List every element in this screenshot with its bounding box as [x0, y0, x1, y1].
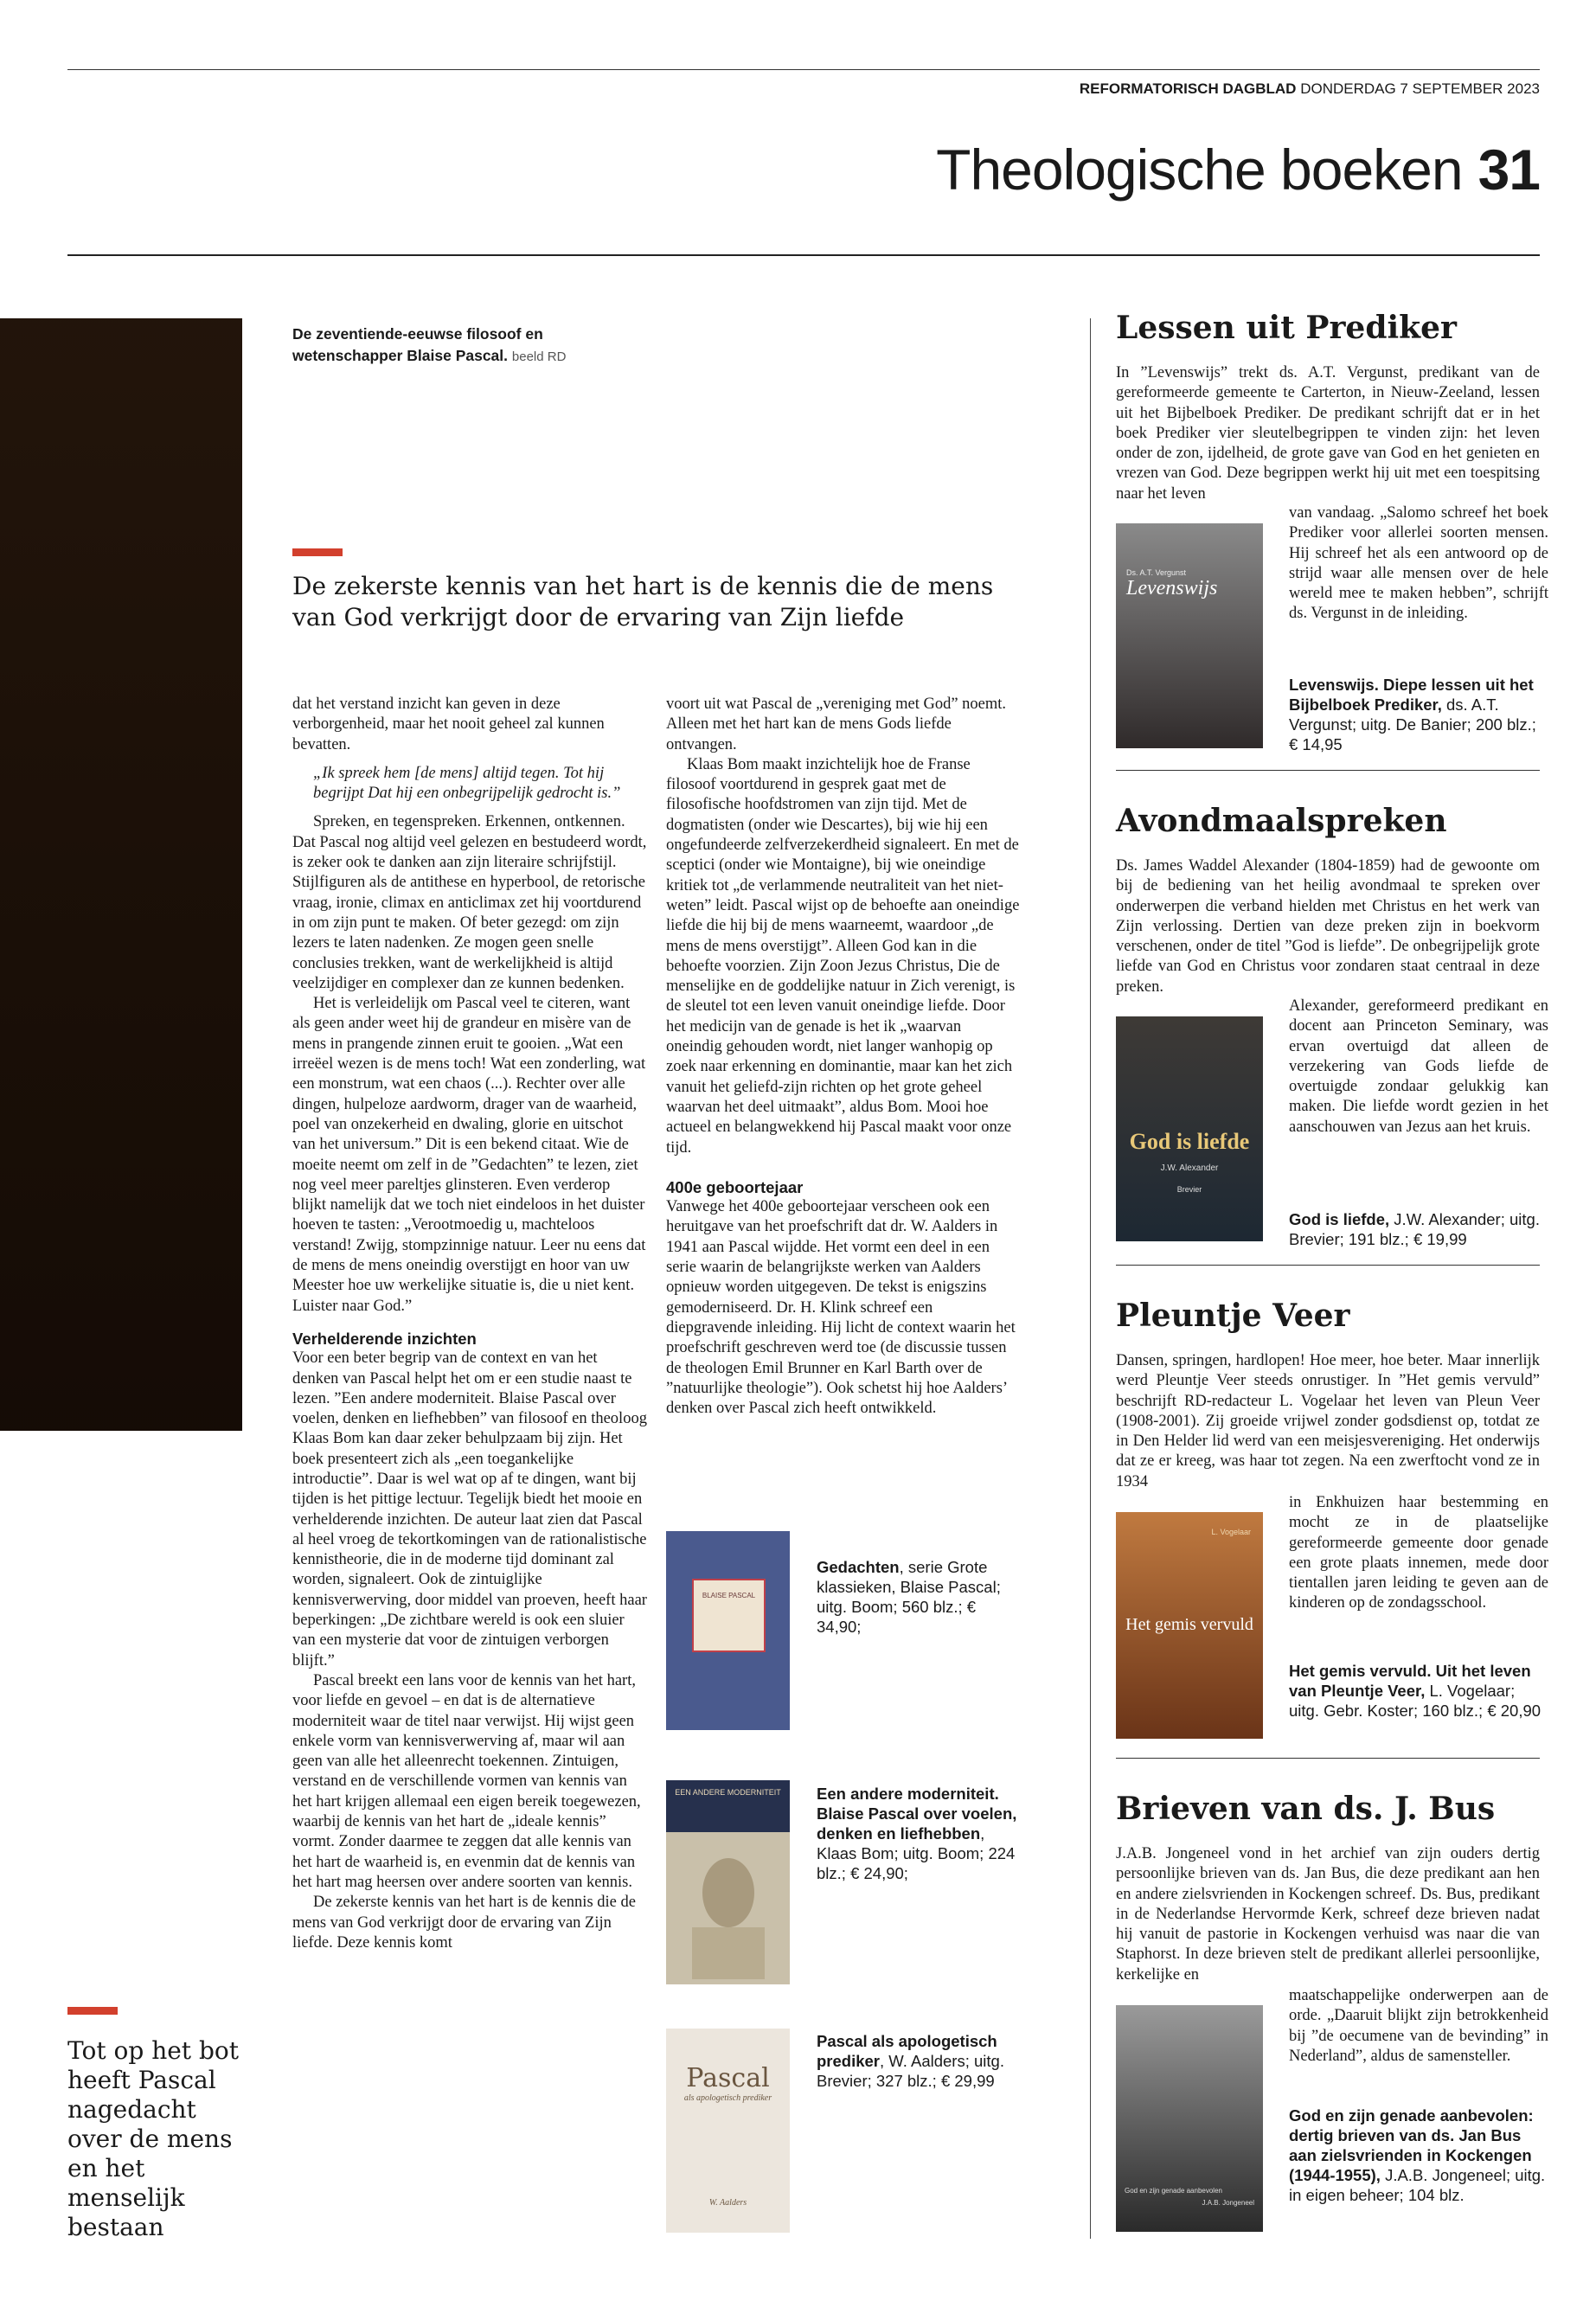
review-text-wrap: Alexander, gereformeerd predikant en docent aan Princeton Seminary, was ervan overtuigd dat alleen de verzekering van Gods liefde de overtuigde zondaar gelukkig kan maken. Die liefde wordt gezien in het aanschouwen van Jezus aan het kruis. — [1289, 997, 1548, 1136]
book-details: , W. Aalders; uitg. Brevier; 327 blz.; € 29,99 — [817, 2052, 1004, 2090]
book-title: Een andere moderniteit. Blaise Pascal over voelen, denken en liefhebben — [817, 1785, 1017, 1843]
column-divider — [1090, 318, 1091, 2239]
top-rule — [67, 69, 1540, 70]
review-text: Ds. James Waddel Alexander (1804-1859) had de gewoonte om bij de bediening van het heilig avondmaal te spreken over onderwerpen die verband hielden met Christus en het werk van Zijn verlossing. Dertien van deze preken zijn in boekvorm verschenen, onder de titel ”God is liefde”. De onbegrijpelijk grote liefde van God en Christus voor zondaren staat centraal in deze preken. — [1116, 857, 1540, 996]
cover-title: Levenswijs — [1126, 577, 1218, 599]
book-title: Het gemis vervuld. Uit het leven van Pleuntje Veer, — [1289, 1662, 1531, 1700]
cover-author: W. Aalders — [708, 2198, 747, 2208]
book-details: J.W. Alexander; uitg. Brevier; 191 blz.; € 19,99 — [1289, 1210, 1540, 1248]
book-cover-god-en-zijn-genade — [1116, 2005, 1263, 2232]
book-details: ds. A.T. Vergunst; uitg. De Banier; 200 blz.; € 14,95 — [1289, 695, 1536, 753]
book-info — [817, 1557, 1021, 1637]
book-details: , serie Grote klassieken, Blaise Pascal; uitg. Boom; 560 blz.; € 34,90; — [817, 1558, 1001, 1636]
pullquote-accent — [292, 548, 343, 556]
photo-caption — [292, 324, 638, 368]
book-title: God is liefde, — [1289, 1210, 1390, 1228]
review-heading: Avondmaalspreken — [1116, 803, 1447, 839]
left-pullquote: Tot op het bot heeft Pascal nagedacht over de mens en het menselijk bestaan — [67, 2036, 239, 2241]
review-text: In ”Levenswijs” trekt ds. A.T. Vergunst, predikant van de gereformeerde gemeente te Carterton, in Nieuw-Zeeland, lessen uit het Bijbelboek Prediker. De predikant schrijft dat er in het boek Prediker vier sleutelbegrippen te vinden zijn: het leven onder de zon, ijdelheid, de grote gave van God en het genieten en vrezen van God. Deze begrippen werkt hij uit met een toespitsing naar het leven — [1116, 364, 1540, 503]
caption-text: De zeventiende-eeuwse filosoof en wetenschapper Blaise Pascal. — [292, 325, 543, 364]
book-details: , Klaas Bom; uitg. Boom; 224 blz.; € 24,90; — [817, 1824, 1016, 1882]
book-title: Pascal als apologetisch prediker — [817, 2032, 997, 2070]
cover-title: EEN ANDERE MODERNITEIT — [666, 1780, 790, 1832]
book-info — [1289, 1209, 1548, 1249]
book-info — [1289, 1661, 1548, 1721]
paragraph: Vanwege het 400e geboortejaar verscheen ook een heruitgave van het proefschrift dat dr. W. Aalders in 1941 aan Pascal wijdde. Het vormt een deel in een serie waarin de belangrijkste werken van Aalders opnieuw worden uitgegeven. De tekst is enigszins gemoderniseerd. Dr. H. Klink schreef een diepgravende inleiding. Hij licht de context waarin het proefschrift geschreven werd toe (de discussie tussen de theologen Emil Brunner en Karl Barth over de ”natuurlijke theologie”). Ook schetst hij hoe Aalders’ denken over Pascal zich heeft ontwikkeld. — [666, 1198, 1016, 1418]
cover-label: BLAISE PASCAL — [692, 1579, 766, 1652]
review-text-wrap: van vandaag. „Salomo schreef het boek Prediker voor allerlei soorten mensen. Hij schreef het als een antwoord op de strijd waar alle mensen over de hele wereld mee te maken hebben”, schrijft ds. Vergunst in de inleiding. — [1289, 504, 1548, 623]
review-rule — [1116, 1265, 1540, 1266]
paragraph: De zekerste kennis van het hart is de kennis die de mens van God verkrijgt door de ervaring van Zijn liefde. Deze kennis komt — [292, 1894, 636, 1952]
cover-author: L. Vogelaar — [1211, 1528, 1251, 1536]
book-cover-levenswijs — [1116, 523, 1263, 748]
paragraph: Voor een beter begrip van de context en van het denken van Pascal helpt het om er een studie naast te lezen. ”Een andere moderniteit. Blaise Pascal over voelen, denken en liefhebben” van filosoof en theoloog Klaas Bom kan daar zeker behulpzaam bij zijn. Het boek presenteert zich als „een toegankelijke introductie”. Daar is wel wat op af te dingen, want bij tijden is het pittige lectuur. Tegelijk biedt het mooie en verhelderende inzichten. De auteur laat zien dat Pascal al heel vroeg de tekortkomingen van de rationalistische kennistheorie, die in de moderne tijd dominant zal worden, signaleert. Ook de zintuiglijke kennisverwerving, door middel van proeven, heeft haar beperkingen: „De zichtbare wereld is ook een sluier van een mysterie dat voor de zintuigen verborgen blijft.” — [292, 1349, 647, 1670]
paragraph: Spreken, en tegenspreken. Erkennen, ontkennen. Dat Pascal nog altijd veel gelezen en bestudeerd wordt, is zeker ook te danken aan zijn literaire schrijfstijl. Stijlfiguren als de antithese en hyperbool, de retorische vraag, ironie, climax en anticlimax zet hij voortdurend in om zijn punt te maken. Of beter gezegd: om zijn lezers te laten nadenken. Ze mogen geen snelle conclusies trekken, want de werkelijkheid is altijd veelzijdiger en complexer dan ze kunnen bedenken. — [292, 813, 647, 992]
book-title: Gedachten — [817, 1558, 900, 1576]
review-text-wrap: in Enkhuizen haar bestemming en mocht ze in de plaatselijke gereformeerde gemeente door genade een grote plaats innemen, mede door tientallen jaren leiding te geven aan de kinderen op de zondagsschool. — [1289, 1494, 1548, 1612]
pascal-photo — [0, 318, 242, 1431]
cover-author: J.W. Alexander — [1160, 1163, 1219, 1173]
book-info — [817, 2031, 1021, 2091]
cover-title: Pascal — [686, 2063, 770, 2093]
cover-subtitle: als apologetisch prediker — [683, 2093, 772, 2103]
section-title: Theologische boeken — [936, 138, 1463, 202]
book-title: Levenswijs. Diepe lessen uit het Bijbelboek Prediker, — [1289, 676, 1534, 714]
review-heading: Pleuntje Veer — [1116, 1298, 1350, 1334]
book-info — [1289, 2106, 1548, 2205]
subheading: 400e geboortejaar — [666, 1177, 804, 1196]
caption-credit: beeld RD — [511, 349, 567, 364]
book-details: L. Vogelaar; uitg. Gebr. Koster; 160 blz.; € 20,90 — [1289, 1682, 1542, 1720]
book-cover-het-gemis-vervuld — [1116, 1512, 1263, 1739]
cover-author: J.A.B. Jongeneel — [1202, 2199, 1254, 2207]
article-column-2 — [666, 695, 1021, 1419]
paragraph: Klaas Bom maakt inzichtelijk hoe de Franse filosoof voortdurend in gesprek gaat met de filosofische hoofdstromen van zijn tijd. Met de dogmatisten (onder wie Descartes), bij wie hij een ongefundeerde zelfverzekerdheid signaleert. En met de sceptici (onder wie Montaigne), bij wie oneindige kritiek tot „de verlammende neutraliteit van het niet-weten” leidt. Pascal wijst op de behoefte aan oneindige liefde die hij bij de mens waarneemt, waardoor „de mens de mens overstijgt”. Alleen God kan in die behoefte voorzien. Zijn Zoon Jezus Christus, Die de menselijke en de goddelijke natuur in Zich verenigt, is de sleutel tot een leven vanuit oneindige liefde. Door het medicijn van de genade is het ik „waarvan oneindig gehouden wordt, niet langer wanhopig op zoek naar erkenning en dominantie, maar kan het zich vanuit het geliefd-zijn richten op het grote geheel waarvan het deel uitmaakt”, aldus Bom. Mooi hoe actueel en belangwekkend hij Pascal maakt voor onze tijd. — [666, 755, 1020, 1157]
review-rule — [1116, 770, 1540, 771]
book-info — [817, 1784, 1021, 1883]
paragraph: Pascal breekt een lans voor de kennis van het hart, voor liefde en gevoel – en dat is de alternatieve moderniteit waar de titel naar verwijst. Hij wijst geen enkele vorm van kennisverwerving af, maar wil aan geen van alle het alleenrecht toekennen. Zintuigen, verstand en de verschillende vormen van kennis van het hart krijgen allemaal een eigen bereik toegewezen, waarbij de kennis van het hart de „ideale kennis” vormt. Zonder daarmee te zeggen dat alle kennis van het hart de waarheid is, en evenmin dat de kennis van het hart mag heersen over andere soorten van kennis. — [292, 1671, 641, 1891]
review-text: J.A.B. Jongeneel vond in het archief van zijn ouders dertig persoonlijke brieven van ds. Jan Bus, die deze predikant aan hen en andere zielsvrienden in Kockengen schreef. Ds. Bus, predikant in de Nederlandse Hervormde Kerk, schreef deze brieven nadat hij vanuit de pastorie in Kockengen verhuisd was naar die van Staphorst. In deze brieven stelt de predikant allerlei persoonlijke, kerkelijke en — [1116, 1845, 1540, 1984]
quote: „Ik spreek hem [de mens] altijd tegen. Tot hij begrijpt Dat hij een onbegrijpelijk gedrocht is.” — [313, 764, 621, 803]
paper-name: REFORMATORISCH DAGBLAD — [1079, 80, 1297, 97]
review-rule — [1116, 1758, 1540, 1759]
book-cover-god-is-liefde — [1116, 1016, 1263, 1241]
review-heading: Brieven van ds. J. Bus — [1116, 1791, 1496, 1827]
cover-illustration — [666, 1832, 790, 1984]
book-cover-gedachten — [666, 1531, 790, 1730]
book-details: J.A.B. Jongeneel; uitg. in eigen beheer; 104 blz. — [1289, 2166, 1546, 2204]
cover-publisher: Brevier — [1176, 1185, 1202, 1194]
pullquote: De zekerste kennis van het hart is de kennis die de mens van God verkrijgt door de ervaring van Zijn liefde — [292, 572, 994, 631]
review-text-wrap: maatschappelijke onderwerpen aan de orde. „Daaruit blijkt zijn betrokkenheid bij ”de oecumene van de bevinding” in Nederland”, aldus de samensteller. — [1289, 1987, 1548, 2065]
paragraph: dat het verstand inzicht kan geven in deze verborgenheid, maar het nooit geheel zal kunnen bevatten. — [292, 695, 605, 753]
section-header — [779, 137, 1540, 202]
header-rule — [67, 254, 1540, 256]
article-column-1 — [292, 695, 647, 1953]
cover-title: God is liefde — [1129, 1129, 1250, 1154]
cover-title: God en zijn genade aanbevolen — [1125, 2187, 1222, 2195]
book-cover-pascal-apologetisch — [666, 2029, 790, 2233]
paragraph: voort uit wat Pascal de „vereniging met God” noemt. Alleen met het hart kan de mens Gods liefde ontvangen. — [666, 695, 1007, 753]
book-title: God en zijn genade aanbevolen: dertig brieven van ds. Jan Bus aan zielsvrienden in Kockengen (1944-1955), — [1289, 2106, 1534, 2184]
edition-date: DONDERDAG 7 SEPTEMBER 2023 — [1300, 80, 1540, 97]
page-number: 31 — [1477, 138, 1540, 202]
masthead — [999, 80, 1540, 98]
cover-title: Het gemis vervuld — [1125, 1615, 1253, 1634]
book-cover-andere-moderniteit — [666, 1780, 790, 1984]
subheading: Verhelderende inzichten — [292, 1329, 477, 1348]
book-info — [1289, 675, 1548, 754]
review-text: Dansen, springen, hardlopen! Hoe meer, hoe beter. Maar innerlijk werd Pleuntje Veer steeds onrustiger. In ”Het gemis vervuld” beschrijft RD-redacteur L. Vogelaar het leven van Pleun Veer (1908-2001). Zij groeide vrijwel zonder godsdienst op, totdat ze in Den Helder lid werd van een meisjesvereniging. Het onderwijs dat ze er kreeg, was haar tot zegen. Na een zwerftocht vond ze in 1934 — [1116, 1352, 1540, 1490]
cover-author: Ds. A.T. Vergunst — [1126, 568, 1187, 577]
paragraph: Het is verleidelijk om Pascal veel te citeren, want als geen ander weet hij de grandeur en misère van de mens in prangende zinnen eruit te gooien. „Wat een irreëel wezen is de mens toch! Wat een zonderling, wat een monstrum, wat een chaos (...). Rechter over alle dingen, hulpeloze aardworm, drager van de waarheid, poel van onzekerheid en dwaling, glorie en uitschot van het universum.” Dit is een bekend citaat. Wie de moeite neemt om zelf in de ”Gedachten” te lezen, ziet nog veel meer pareltjes glinsteren. Even verderop blijkt namelijk dat we toch niet eindeloos in het duister hoeven te tasten: „Verootmoedig u, machteloos verstand! Zwijg, stompzinnige natuur. Leer nu eens dat de mens de mens oneindig overstijgt en hoor van uw Meester hoe uw werkelijke situatie is, die u niet kent. Luister naar God.” — [292, 995, 646, 1315]
review-heading: Lessen uit Prediker — [1116, 310, 1457, 346]
left-pull-accent — [67, 2007, 118, 2015]
